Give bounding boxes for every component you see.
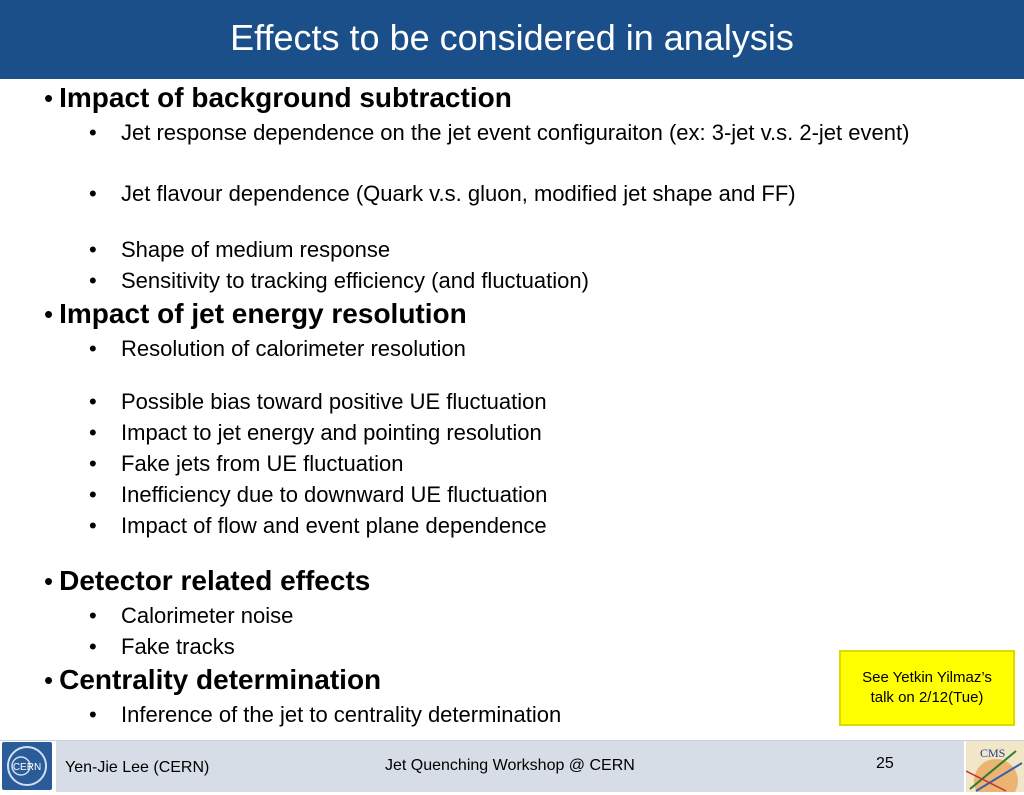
cms-logo-icon — [966, 741, 1024, 792]
section-heading-2 — [44, 298, 467, 330]
callout-line-2: talk on 2/12(Tue) — [870, 689, 984, 706]
item-text: Inference of the jet to centrality determination — [121, 702, 562, 727]
section-heading-3 — [44, 565, 370, 597]
heading-text: Impact of background subtraction — [59, 82, 512, 113]
item-text: Jet response dependence on the jet event configuraiton (ex: 3-jet v.s. 2-jet event) — [121, 120, 910, 145]
callout-note — [839, 650, 1015, 726]
item-text: Jet flavour dependence (Quark v.s. gluon, modified jet shape and FF) — [121, 181, 796, 206]
heading-text: Centrality determination — [59, 664, 382, 695]
bullet: • — [44, 665, 54, 695]
list-item — [89, 265, 989, 296]
list-item — [89, 600, 989, 631]
bullet: • — [44, 83, 54, 113]
slide-title: Effects to be considered in analysis — [230, 17, 794, 58]
footer-author: Yen-Jie Lee (CERN) — [65, 759, 210, 776]
bullet: • — [89, 237, 97, 262]
bullet: • — [89, 181, 97, 206]
bullet: • — [89, 389, 97, 414]
item-text: Inefficiency due to downward UE fluctuation — [121, 482, 548, 507]
list-item — [89, 333, 989, 364]
cms-logo-text: CMS — [980, 746, 1006, 760]
footer — [0, 740, 1024, 792]
heading-text: Detector related effects — [59, 565, 371, 596]
list-item — [89, 448, 989, 479]
list-item — [89, 117, 989, 148]
item-text: Calorimeter noise — [121, 603, 294, 628]
list-item — [89, 386, 989, 417]
svg-text:CERN: CERN — [12, 762, 42, 773]
item-text: Possible bias toward positive UE fluctuation — [121, 389, 547, 414]
section-heading-1 — [44, 82, 512, 114]
item-text: Impact of flow and event plane dependence — [121, 513, 547, 538]
bullet: • — [89, 513, 97, 538]
item-text: Fake tracks — [121, 634, 235, 659]
section-heading-4 — [44, 664, 381, 696]
item-text: Sensitivity to tracking efficiency (and fluctuation) — [121, 268, 589, 293]
bullet: • — [44, 299, 54, 329]
list-item — [89, 234, 989, 265]
heading-text: Impact of jet energy resolution — [59, 298, 467, 329]
bullet: • — [89, 268, 97, 293]
bullet: • — [89, 634, 97, 659]
item-text: Impact to jet energy and pointing resolution — [121, 420, 542, 445]
item-text: Resolution of calorimeter resolution — [121, 336, 466, 361]
list-item — [89, 178, 989, 209]
bullet: • — [89, 451, 97, 476]
bullet: • — [89, 482, 97, 507]
item-text: Fake jets from UE fluctuation — [121, 451, 404, 476]
bullet: • — [89, 336, 97, 361]
bullet: • — [89, 120, 97, 145]
bullet: • — [89, 420, 97, 445]
cern-logo-icon — [2, 742, 52, 790]
list-item — [89, 479, 989, 510]
bullet: • — [89, 702, 97, 727]
item-text: Shape of medium response — [121, 237, 391, 262]
callout-line-1: See Yetkin Yilmaz’s — [862, 669, 992, 686]
list-item — [89, 417, 989, 448]
list-item — [89, 510, 989, 541]
bullet: • — [44, 566, 54, 596]
page-number: 25 — [876, 755, 894, 772]
footer-event: Jet Quenching Workshop @ CERN — [385, 757, 635, 774]
bullet: • — [89, 603, 97, 628]
